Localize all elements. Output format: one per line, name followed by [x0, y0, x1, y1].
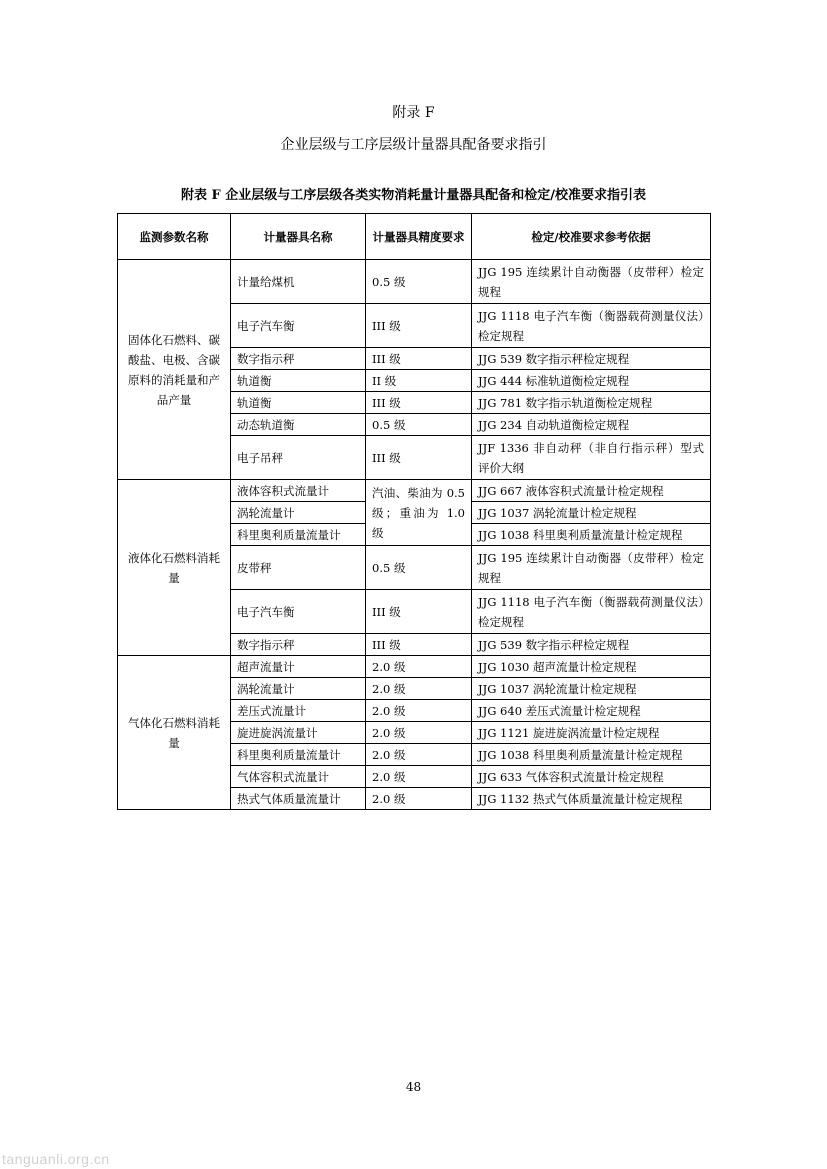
instrument-cell: 差压式流量计	[231, 700, 366, 722]
instrument-cell: 科里奥利质量流量计	[231, 744, 366, 766]
table-row	[118, 656, 711, 678]
appendix-title: 企业层级与工序层级计量器具配备要求指引	[280, 137, 547, 153]
basis-cell: JJG 1132 热式气体质量流量计检定规程	[472, 788, 711, 810]
instrument-cell: 液体容积式流量计	[231, 480, 366, 502]
instrument-cell: 涡轮流量计	[231, 502, 366, 524]
instrument-cell: 数字指示秤	[231, 634, 366, 656]
instrument-cell: 超声流量计	[231, 656, 366, 678]
appendix-label: 附录 F	[392, 105, 435, 121]
accuracy-cell: III 级	[366, 634, 472, 656]
basis-cell: JJG 195 连续累计自动衡器（皮带秤）检定规程	[472, 546, 711, 590]
accuracy-cell: 2.0 级	[366, 700, 472, 722]
accuracy-cell: III 级	[366, 436, 472, 480]
basis-cell: JJG 1037 涡轮流量计检定规程	[472, 678, 711, 700]
instrument-cell: 涡轮流量计	[231, 678, 366, 700]
basis-cell: JJG 195 连续累计自动衡器（皮带秤）检定规程	[472, 260, 711, 304]
accuracy-cell: 2.0 级	[366, 766, 472, 788]
instrument-cell: 轨道衡	[231, 392, 366, 414]
header-basis: 检定/校准要求参考依据	[472, 214, 711, 260]
accuracy-cell: III 级	[366, 590, 472, 634]
instrument-cell: 热式气体质量流量计	[231, 788, 366, 810]
metering-requirements-table	[117, 213, 711, 810]
header-instrument: 计量器具名称	[231, 214, 366, 260]
accuracy-cell: 2.0 级	[366, 656, 472, 678]
instrument-cell: 计量给煤机	[231, 260, 366, 304]
instrument-cell: 轨道衡	[231, 370, 366, 392]
accuracy-cell: III 级	[366, 348, 472, 370]
basis-cell: JJG 444 标准轨道衡检定规程	[472, 370, 711, 392]
table-row	[118, 480, 711, 502]
basis-cell: JJG 539 数字指示秤检定规程	[472, 634, 711, 656]
basis-cell: JJG 539 数字指示秤检定规程	[472, 348, 711, 370]
basis-cell: JJG 640 差压式流量计检定规程	[472, 700, 711, 722]
instrument-cell: 电子吊秤	[231, 436, 366, 480]
accuracy-cell: III 级	[366, 304, 472, 348]
table-header-row	[118, 214, 711, 260]
basis-cell: JJG 1121 旋进旋涡流量计检定规程	[472, 722, 711, 744]
accuracy-cell-merged: 汽油、柴油为 0.5 级；重油为 1.0 级	[366, 480, 472, 546]
header-accuracy: 计量器具精度要求	[366, 214, 472, 260]
basis-cell: JJG 1118 电子汽车衡（衡器载荷测量仪法）检定规程	[472, 590, 711, 634]
instrument-cell: 电子汽车衡	[231, 590, 366, 634]
instrument-cell: 皮带秤	[231, 546, 366, 590]
category-cell: 液体化石燃料消耗量	[118, 480, 231, 656]
basis-cell: JJG 633 气体容积式流量计检定规程	[472, 766, 711, 788]
instrument-cell: 动态轨道衡	[231, 414, 366, 436]
table-row	[118, 260, 711, 304]
accuracy-cell: 2.0 级	[366, 722, 472, 744]
instrument-cell: 数字指示秤	[231, 348, 366, 370]
basis-cell: JJG 1038 科里奥利质量流量计检定规程	[472, 524, 711, 546]
category-cell: 固体化石燃料、碳酸盐、电极、含碳原料的消耗量和产品产量	[118, 260, 231, 480]
accuracy-cell: 2.0 级	[366, 788, 472, 810]
accuracy-cell: 2.0 级	[366, 678, 472, 700]
page-number: 48	[405, 1080, 422, 1094]
accuracy-cell: 0.5 级	[366, 546, 472, 590]
basis-cell: JJF 1336 非自动秤（非自行指示秤）型式评价大纲	[472, 436, 711, 480]
accuracy-cell: III 级	[366, 392, 472, 414]
basis-cell: JJG 1030 超声流量计检定规程	[472, 656, 711, 678]
accuracy-cell: 0.5 级	[366, 260, 472, 304]
instrument-cell: 旋进旋涡流量计	[231, 722, 366, 744]
basis-cell: JJG 667 液体容积式流量计检定规程	[472, 480, 711, 502]
accuracy-cell: II 级	[366, 370, 472, 392]
accuracy-cell: 2.0 级	[366, 744, 472, 766]
site-watermark: tanguanli.org.cn	[2, 1151, 110, 1167]
basis-cell: JJG 234 自动轨道衡检定规程	[472, 414, 711, 436]
instrument-cell: 科里奥利质量流量计	[231, 524, 366, 546]
header-parameter: 监测参数名称	[118, 214, 231, 260]
category-cell: 气体化石燃料消耗量	[118, 656, 231, 810]
basis-cell: JJG 1038 科里奥利质量流量计检定规程	[472, 744, 711, 766]
instrument-cell: 气体容积式流量计	[231, 766, 366, 788]
basis-cell: JJG 781 数字指示轨道衡检定规程	[472, 392, 711, 414]
basis-cell: JJG 1118 电子汽车衡（衡器载荷测量仪法）检定规程	[472, 304, 711, 348]
instrument-cell: 电子汽车衡	[231, 304, 366, 348]
table-caption: 附表 F 企业层级与工序层级各类实物消耗量计量器具配备和检定/校准要求指引表	[180, 188, 647, 203]
basis-cell: JJG 1037 涡轮流量计检定规程	[472, 502, 711, 524]
accuracy-cell: 0.5 级	[366, 414, 472, 436]
